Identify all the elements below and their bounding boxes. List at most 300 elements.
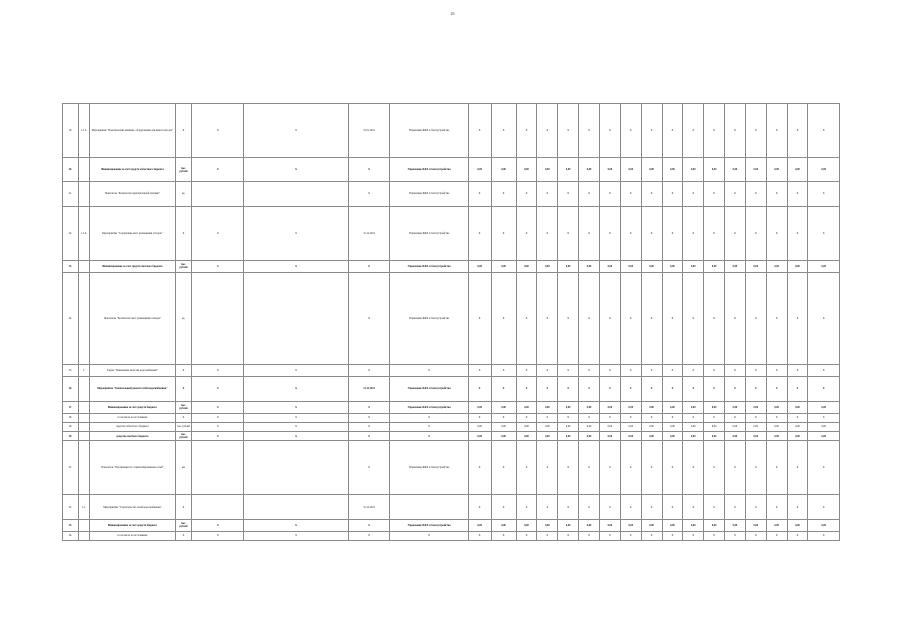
value-cell: 0,00 <box>620 158 641 182</box>
row-base-cell <box>192 441 244 495</box>
value-cell: Х <box>620 495 641 519</box>
value-cell: 0,00 <box>725 401 746 413</box>
row-method-cell: Х <box>244 413 348 422</box>
row-name-cell: средства областного бюджета <box>90 422 176 431</box>
value-cell: Х <box>516 495 537 519</box>
value-cell: 0,00 <box>662 260 683 272</box>
value-cell: Х <box>745 104 766 158</box>
value-cell: 0,00 <box>808 432 840 441</box>
value-cell: Х <box>620 272 641 364</box>
value-cell: Х <box>641 104 662 158</box>
value-cell: Х <box>491 365 516 377</box>
table-row <box>63 206 840 260</box>
value-cell: 0,00 <box>537 401 558 413</box>
value-cell: Х <box>662 206 683 260</box>
value-cell: Х <box>745 182 766 206</box>
value-cell: 0,00 <box>766 401 787 413</box>
value-cell: 0,00 <box>683 158 704 182</box>
row-unit-cell: тыс. рублей <box>175 260 192 272</box>
row-method-cell: Х <box>244 158 348 182</box>
value-cell: Х <box>641 272 662 364</box>
value-cell: Х <box>683 413 704 422</box>
row-method-cell: Х <box>244 104 348 158</box>
value-cell: 0,00 <box>683 401 704 413</box>
row-base-cell: Х <box>192 519 244 531</box>
value-cell: Х <box>579 206 600 260</box>
value-cell: 0,00 <box>725 422 746 431</box>
value-cell: Х <box>516 441 537 495</box>
value-cell: 0,00 <box>599 432 620 441</box>
row-executor-cell: Управление ЖКХ и благоустройства <box>390 158 468 182</box>
value-cell: Х <box>766 182 787 206</box>
row-number-cell: 19. <box>63 104 79 158</box>
row-base-cell: Х <box>192 365 244 377</box>
row-unit-cell: Х <box>175 495 192 519</box>
row-number-cell: 21. <box>63 182 79 206</box>
value-cell: Х <box>558 365 579 377</box>
value-cell: 0,00 <box>683 260 704 272</box>
value-cell: 0,00 <box>662 401 683 413</box>
value-cell: Х <box>558 377 579 401</box>
value-cell: Х <box>468 441 491 495</box>
row-unit-cell: Х <box>175 365 192 377</box>
value-cell: Х <box>558 413 579 422</box>
value-cell: Х <box>662 495 683 519</box>
value-cell: 0,00 <box>662 432 683 441</box>
value-cell: 0,00 <box>662 422 683 431</box>
table-row <box>63 158 840 182</box>
value-cell: 0,00 <box>491 519 516 531</box>
table-row <box>63 182 840 206</box>
value-cell: 0,00 <box>579 158 600 182</box>
row-name-cell: в том числе по источникам <box>90 531 176 540</box>
value-cell: Х <box>468 365 491 377</box>
value-cell: Х <box>620 365 641 377</box>
table-row <box>63 422 840 431</box>
row-base-cell <box>192 272 244 364</box>
value-cell: Х <box>662 377 683 401</box>
value-cell: Х <box>725 441 746 495</box>
value-cell: Х <box>766 413 787 422</box>
value-cell: 0,00 <box>641 422 662 431</box>
value-cell: 0,00 <box>641 519 662 531</box>
value-cell: 0,00 <box>766 422 787 431</box>
value-cell: Х <box>766 441 787 495</box>
value-cell: 0,00 <box>579 422 600 431</box>
row-code-cell: 1. <box>78 365 89 377</box>
value-cell: 0,00 <box>641 401 662 413</box>
value-cell: Х <box>599 104 620 158</box>
value-cell: 0,00 <box>787 422 808 431</box>
value-cell: 0,00 <box>558 422 579 431</box>
value-cell: 0,00 <box>683 432 704 441</box>
value-cell: Х <box>491 104 516 158</box>
row-method-cell: Х <box>244 432 348 441</box>
value-cell: 0,00 <box>808 519 840 531</box>
row-method-cell: Х <box>244 519 348 531</box>
row-executor-cell: Х <box>390 531 468 540</box>
value-cell: Х <box>787 182 808 206</box>
row-executor-cell: Управление ЖКХ и благоустройства <box>390 401 468 413</box>
row-term-cell: 31.12.2021 <box>348 495 390 519</box>
row-code-cell <box>78 413 89 422</box>
value-cell: Х <box>620 182 641 206</box>
value-cell: Х <box>766 377 787 401</box>
value-cell: Х <box>787 365 808 377</box>
value-cell: Х <box>745 495 766 519</box>
row-term-cell: Х <box>348 519 390 531</box>
value-cell: Х <box>808 495 840 519</box>
value-cell: Х <box>662 441 683 495</box>
value-cell: Х <box>704 531 725 540</box>
value-cell: Х <box>787 495 808 519</box>
value-cell: 0,00 <box>537 158 558 182</box>
value-cell: Х <box>620 441 641 495</box>
value-cell: Х <box>704 272 725 364</box>
row-base-cell: Х <box>192 401 244 413</box>
row-executor-cell: Управление ЖКХ и благоустройства <box>390 260 468 272</box>
row-method-cell <box>244 272 348 364</box>
row-name-cell: Финансирование за счет средств бюджета <box>90 519 176 531</box>
value-cell: Х <box>599 377 620 401</box>
table-row <box>63 365 840 377</box>
row-number-cell: 23. <box>63 260 79 272</box>
value-cell: 0,00 <box>704 422 725 431</box>
value-cell: Х <box>683 272 704 364</box>
value-cell: Х <box>558 441 579 495</box>
value-cell: Х <box>787 104 808 158</box>
value-cell: 0,00 <box>787 401 808 413</box>
value-cell: Х <box>558 104 579 158</box>
value-cell: 0,00 <box>491 260 516 272</box>
value-cell: Х <box>745 365 766 377</box>
row-executor-cell: Управление ЖКХ и благоустройства <box>390 272 468 364</box>
row-code-cell <box>78 182 89 206</box>
row-term-cell: Х <box>348 432 390 441</box>
row-method-cell: Х <box>244 401 348 413</box>
row-code-cell <box>78 441 89 495</box>
value-cell: 0,00 <box>468 519 491 531</box>
value-cell: Х <box>491 441 516 495</box>
value-cell: Х <box>516 206 537 260</box>
value-cell: 0,00 <box>787 519 808 531</box>
value-cell: Х <box>725 272 746 364</box>
value-cell: Х <box>787 441 808 495</box>
value-cell: Х <box>683 377 704 401</box>
value-cell: Х <box>725 531 746 540</box>
value-cell: Х <box>468 206 491 260</box>
value-cell: Х <box>516 182 537 206</box>
value-cell: Х <box>516 377 537 401</box>
row-number-cell: 25. <box>63 365 79 377</box>
value-cell: Х <box>558 272 579 364</box>
value-cell: 0,00 <box>704 432 725 441</box>
value-cell: Х <box>491 182 516 206</box>
value-cell: Х <box>558 182 579 206</box>
row-executor-cell <box>390 495 468 519</box>
value-cell: Х <box>468 413 491 422</box>
value-cell: 0,00 <box>491 401 516 413</box>
value-cell: 0,00 <box>641 158 662 182</box>
value-cell: 0,00 <box>516 519 537 531</box>
value-cell: Х <box>745 206 766 260</box>
row-name-cell: Задача "Повышение качества водоснабжения" <box>90 365 176 377</box>
value-cell: Х <box>683 441 704 495</box>
value-cell: Х <box>641 495 662 519</box>
value-cell: 0,00 <box>468 432 491 441</box>
value-cell: 0,00 <box>725 432 746 441</box>
value-cell: Х <box>537 206 558 260</box>
value-cell: Х <box>491 377 516 401</box>
value-cell: Х <box>491 206 516 260</box>
row-executor-cell: Управление ЖКХ и благоустройства <box>390 104 468 158</box>
value-cell: Х <box>787 377 808 401</box>
row-executor-cell: Управление ЖКХ и благоустройства <box>390 182 468 206</box>
row-name-cell: Показатель "Количество мест размещения отходов" <box>90 272 176 364</box>
value-cell: 0,00 <box>766 158 787 182</box>
row-term-cell: Х <box>348 158 390 182</box>
value-cell: Х <box>787 531 808 540</box>
row-term-cell: Х <box>348 182 390 206</box>
value-cell: Х <box>579 377 600 401</box>
value-cell: Х <box>558 495 579 519</box>
row-code-cell <box>78 422 89 431</box>
row-term-cell: Х <box>348 422 390 431</box>
table-row <box>63 531 840 540</box>
value-cell: Х <box>641 531 662 540</box>
row-base-cell <box>192 182 244 206</box>
value-cell: Х <box>641 206 662 260</box>
value-cell: Х <box>683 206 704 260</box>
value-cell: Х <box>620 206 641 260</box>
value-cell: Х <box>704 206 725 260</box>
value-cell: Х <box>558 531 579 540</box>
value-cell: 0,00 <box>537 432 558 441</box>
value-cell: Х <box>599 182 620 206</box>
row-base-cell: Х <box>192 104 244 158</box>
value-cell: 0,00 <box>745 432 766 441</box>
value-cell: 0,00 <box>725 158 746 182</box>
row-unit-cell: тыс. рублей <box>175 432 192 441</box>
row-number-cell: 34. <box>63 531 79 540</box>
row-executor-cell: Х <box>390 365 468 377</box>
row-number-cell: 32. <box>63 495 79 519</box>
value-cell: Х <box>468 182 491 206</box>
row-unit-cell: тыс. рублей <box>175 422 192 431</box>
value-cell: Х <box>725 365 746 377</box>
row-method-cell: Х <box>244 260 348 272</box>
value-cell: Х <box>641 365 662 377</box>
value-cell: Х <box>599 495 620 519</box>
row-name-cell: в том числе по источникам <box>90 413 176 422</box>
value-cell: Х <box>725 413 746 422</box>
row-code-cell <box>78 519 89 531</box>
row-executor-cell: Управление ЖКХ и благоустройства <box>390 519 468 531</box>
value-cell: 0,00 <box>787 158 808 182</box>
plan-table <box>62 103 840 541</box>
table-row <box>63 272 840 364</box>
value-cell: 0,00 <box>745 519 766 531</box>
row-name-cell: Показатель "Количество приобретенной техники" <box>90 182 176 206</box>
value-cell: 0,00 <box>558 519 579 531</box>
value-cell: 0,00 <box>704 158 725 182</box>
value-cell: Х <box>516 365 537 377</box>
value-cell: 0,00 <box>725 519 746 531</box>
value-cell: 0,00 <box>558 158 579 182</box>
row-base-cell: Х <box>192 158 244 182</box>
row-base-cell: Х <box>192 531 244 540</box>
row-executor-cell: Управление ЖКХ и благоустройства <box>390 206 468 260</box>
row-unit-cell: тыс. рублей <box>175 158 192 182</box>
value-cell: Х <box>599 413 620 422</box>
value-cell: 0,00 <box>766 260 787 272</box>
value-cell: 0,00 <box>468 401 491 413</box>
table-row <box>63 519 840 531</box>
value-cell: 0,00 <box>745 260 766 272</box>
value-cell: 0,00 <box>468 422 491 431</box>
row-code-cell <box>78 401 89 413</box>
value-cell: Х <box>766 495 787 519</box>
value-cell: Х <box>808 365 840 377</box>
value-cell: 0,00 <box>620 260 641 272</box>
value-cell: 0,00 <box>491 432 516 441</box>
value-cell: Х <box>662 272 683 364</box>
value-cell: Х <box>558 206 579 260</box>
value-cell: 0,00 <box>599 422 620 431</box>
value-cell: 0,00 <box>620 401 641 413</box>
row-unit-cell: Х <box>175 413 192 422</box>
row-term-cell: Х <box>348 272 390 364</box>
table-row <box>63 432 840 441</box>
row-number-cell: 27. <box>63 401 79 413</box>
value-cell: Х <box>579 413 600 422</box>
value-cell: Х <box>704 182 725 206</box>
row-executor-cell: Управление ЖКХ и благоустройства <box>390 441 468 495</box>
value-cell: 0,00 <box>808 260 840 272</box>
value-cell: 0,00 <box>662 158 683 182</box>
row-method-cell: Х <box>244 422 348 431</box>
value-cell: Х <box>683 495 704 519</box>
row-unit-cell: км <box>175 441 192 495</box>
value-cell: 0,00 <box>516 401 537 413</box>
row-code-cell: 1.1.3. <box>78 104 89 158</box>
row-name-cell: Финансирование за счет средств местного бюджета <box>90 260 176 272</box>
value-cell: 0,00 <box>579 260 600 272</box>
value-cell: Х <box>620 104 641 158</box>
row-term-cell: Х <box>348 365 390 377</box>
row-term-cell: Х <box>348 441 390 495</box>
row-executor-cell: Х <box>390 432 468 441</box>
value-cell: 0,00 <box>620 422 641 431</box>
value-cell: Х <box>641 413 662 422</box>
value-cell: 0,00 <box>516 432 537 441</box>
value-cell: Х <box>662 531 683 540</box>
value-cell: Х <box>468 495 491 519</box>
row-base-cell <box>192 495 244 519</box>
row-unit-cell: ед. <box>175 272 192 364</box>
value-cell: Х <box>599 206 620 260</box>
value-cell: Х <box>579 495 600 519</box>
value-cell: 0,00 <box>599 401 620 413</box>
row-method-cell: Х <box>244 365 348 377</box>
table-row <box>63 104 840 158</box>
value-cell: Х <box>745 531 766 540</box>
value-cell: 0,00 <box>808 422 840 431</box>
row-name-cell: Финансирование за счет средств бюджета <box>90 401 176 413</box>
row-code-cell <box>78 531 89 540</box>
value-cell: Х <box>766 206 787 260</box>
value-cell: Х <box>683 531 704 540</box>
value-cell: Х <box>766 531 787 540</box>
value-cell: Х <box>641 441 662 495</box>
row-number-cell: 29. <box>63 422 79 431</box>
row-code-cell <box>78 432 89 441</box>
table-row <box>63 377 840 401</box>
value-cell: 0,00 <box>491 422 516 431</box>
table-row <box>63 413 840 422</box>
value-cell: 0,00 <box>808 158 840 182</box>
row-term-cell: Х <box>348 413 390 422</box>
value-cell: 0,00 <box>787 260 808 272</box>
page-number: 26 <box>450 11 455 16</box>
row-number-cell: 30. <box>63 432 79 441</box>
plan-table-body <box>63 104 840 541</box>
value-cell: Х <box>725 495 746 519</box>
value-cell: Х <box>787 206 808 260</box>
value-cell: Х <box>537 441 558 495</box>
value-cell: Х <box>537 365 558 377</box>
row-name-cell: Финансирование за счет средств областного бюджета <box>90 158 176 182</box>
value-cell: Х <box>787 413 808 422</box>
row-number-cell: 20. <box>63 158 79 182</box>
value-cell: Х <box>468 377 491 401</box>
row-name-cell: средства местного бюджета <box>90 432 176 441</box>
value-cell: Х <box>468 104 491 158</box>
value-cell: 0,00 <box>516 260 537 272</box>
row-method-cell <box>244 182 348 206</box>
value-cell: Х <box>808 206 840 260</box>
value-cell: 0,00 <box>683 519 704 531</box>
table-row <box>63 441 840 495</box>
row-base-cell: Х <box>192 260 244 272</box>
value-cell: Х <box>641 377 662 401</box>
value-cell: 0,00 <box>745 158 766 182</box>
row-term-cell: 31.12.2021 <box>348 206 390 260</box>
row-number-cell: 31. <box>63 441 79 495</box>
value-cell: Х <box>725 206 746 260</box>
value-cell: 0,00 <box>766 519 787 531</box>
value-cell: 0,00 <box>620 519 641 531</box>
value-cell: Х <box>599 272 620 364</box>
row-base-cell: Х <box>192 432 244 441</box>
value-cell: Х <box>537 531 558 540</box>
row-name-cell: Показатель "Протяженность отремонтированных сетей" <box>90 441 176 495</box>
row-name-cell: Мероприятие "Содержание мест размещения отходов" <box>90 206 176 260</box>
value-cell: Х <box>745 272 766 364</box>
value-cell: 0,00 <box>599 519 620 531</box>
row-base-cell: Х <box>192 206 244 260</box>
value-cell: Х <box>599 531 620 540</box>
value-cell: Х <box>599 441 620 495</box>
table-row <box>63 401 840 413</box>
value-cell: Х <box>579 272 600 364</box>
value-cell: Х <box>808 441 840 495</box>
value-cell: 0,00 <box>704 401 725 413</box>
row-code-cell <box>78 272 89 364</box>
row-term-cell: 31.12.2021 <box>348 377 390 401</box>
value-cell: Х <box>662 413 683 422</box>
value-cell: 0,00 <box>683 422 704 431</box>
